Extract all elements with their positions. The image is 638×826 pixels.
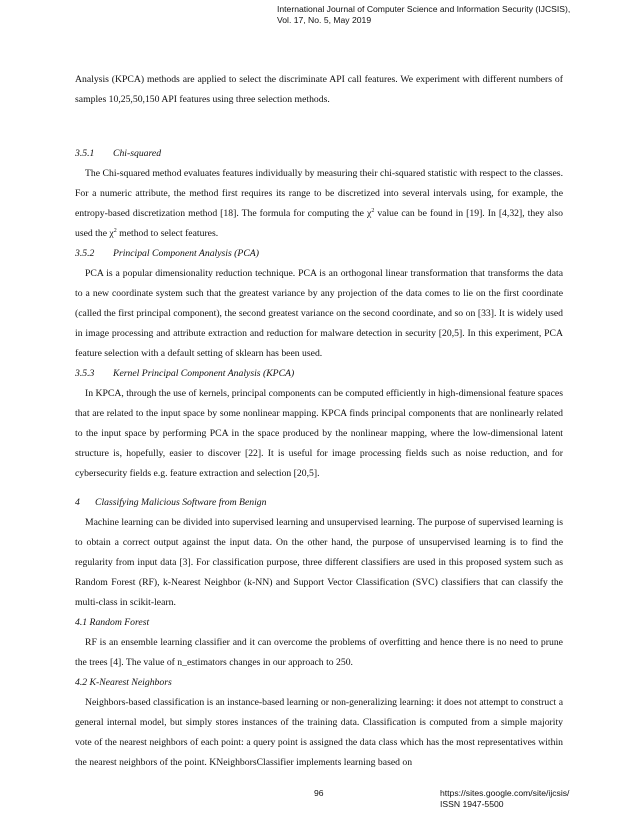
- page-number: 96: [314, 788, 324, 798]
- paragraph-random-forest: RF is an ensemble learning classifier and it can overcome the problems of overfitting and hence there is no need to prune the trees [4]. The value of n_estimators changes in our approach to 250.: [75, 637, 563, 668]
- section-heading-4: 4 Classifying Malicious Software from Benign: [75, 497, 267, 508]
- footer-info: [440, 788, 569, 810]
- journal-volume: Vol. 17, No. 5, May 2019: [277, 15, 372, 25]
- section-heading-3-5-2: 3.5.2 Principal Component Analysis (PCA): [75, 248, 259, 259]
- footer-issn: ISSN 1947-5500: [440, 799, 504, 809]
- section-heading-3-5-3: 3.5.3 Kernel Principal Component Analysis (KPCA): [75, 368, 295, 379]
- paragraph-classifying: Machine learning can be divided into supervised learning and unsupervised learning. The purpose of supervised learning is to obtain a correct output against the input data. On the other hand, the purpose of unsupervised learning is to find the regularity from input data [3]. For classification purpose, three different classifiers are used in this proposed system such as Random Forest (RF), k-Nearest Neighbor (k-NN) and Support Vector Classification (SVC) classifiers that can classify the multi-class in scikit-learn.: [75, 517, 563, 608]
- journal-name: International Journal of Computer Science and Information Security (IJCSIS),: [277, 4, 571, 14]
- section-heading-3-5-1: 3.5.1 Chi-squared: [75, 148, 162, 159]
- section-heading-4-2: 4.2 K-Nearest Neighbors: [75, 677, 172, 688]
- intro-paragraph: Analysis (KPCA) methods are applied to select the discriminate API call features. We experiment with different numbers of samples 10,25,50,150 API features using three selection methods.: [75, 74, 563, 105]
- paragraph-pca: PCA is a popular dimensionality reduction technique. PCA is an orthogonal linear transformation that transforms the data to a new coordinate system such that the greatest variance by any projection of the data comes to lie on the first coordinate (called the first principal component), the second greatest variance on the second coordinate, and so on [33]. It is widely used in image processing and attribute extraction and reduction for malware detection in security [20,5]. In this experiment, PCA feature selection with a default setting of sklearn has been used.: [75, 268, 563, 359]
- footer-url: https://sites.google.com/site/ijcsis/: [440, 788, 570, 798]
- document-body: [75, 70, 563, 773]
- paragraph-kpca: In KPCA, through the use of kernels, principal components can be computed efficiently in high-dimensional feature spaces that are related to the input space by some nonlinear mapping. KPCA finds principal components that are nonlinearly related to the input space by performing PCA in the space produced by the nonlinear mapping, where the low-dimensional latent structure is, hopefully, easier to discover [22]. It is useful for image processing fields such as noise reduction, and for cybersecurity fields e.g. feature extraction and selection [20,5].: [75, 388, 563, 479]
- section-heading-4-1: 4.1 Random Forest: [75, 617, 150, 628]
- running-header: [277, 4, 570, 26]
- paragraph-knn: Neighbors-based classification is an instance-based learning or non-generalizing learning: it does not attempt to construct a general internal model, but simply stores instances of the training data. Classification is computed from a simple majority vote of the nearest neighbors of each point: a query point is assigned the data class which has the most representatives within the nearest neighbors of the point. KNeighborsClassifier implements learning based on: [75, 697, 563, 768]
- paragraph-chi-squared: The Chi-squared method evaluates features individually by measuring their chi-squared statistic with respect to the classes. For a numeric attribute, the method first requires its range to be discretized into several intervals using, for example, the entropy-based discretization method [18]. The formula for computing the $\chi^2$ value can be found in [19]. In [4,32], they also used the $\chi^2$ method to select features.: [75, 168, 563, 239]
